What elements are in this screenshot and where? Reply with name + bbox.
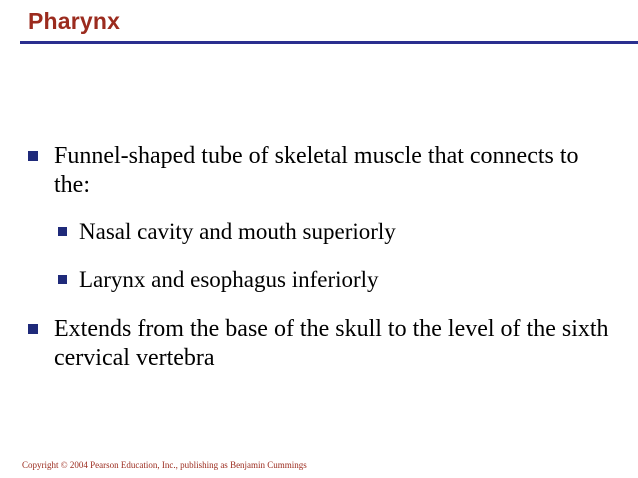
slide-title: Pharynx xyxy=(28,8,121,34)
square-bullet-icon xyxy=(28,151,38,161)
bullet-item-2 xyxy=(28,315,618,373)
square-bullet-icon xyxy=(28,324,38,334)
title-divider xyxy=(20,41,638,44)
copyright-footer: Copyright © 2004 Pearson Education, Inc., publishing as Benjamin Cummings xyxy=(22,460,307,470)
square-bullet-icon xyxy=(58,275,67,284)
sub-bullet-item-1 xyxy=(58,218,618,246)
square-bullet-icon xyxy=(58,227,67,236)
bullet-item-1 xyxy=(28,142,618,200)
bullet-text: Funnel-shaped tube of skeletal muscle that connects to the: xyxy=(54,143,579,198)
bullet-text: Larynx and esophagus inferiorly xyxy=(79,267,379,292)
bullet-text: Nasal cavity and mouth superiorly xyxy=(79,219,396,244)
bullet-text: Extends from the base of the skull to the level of the sixth cervical vertebra xyxy=(54,316,609,371)
sub-bullet-item-2 xyxy=(58,266,618,294)
